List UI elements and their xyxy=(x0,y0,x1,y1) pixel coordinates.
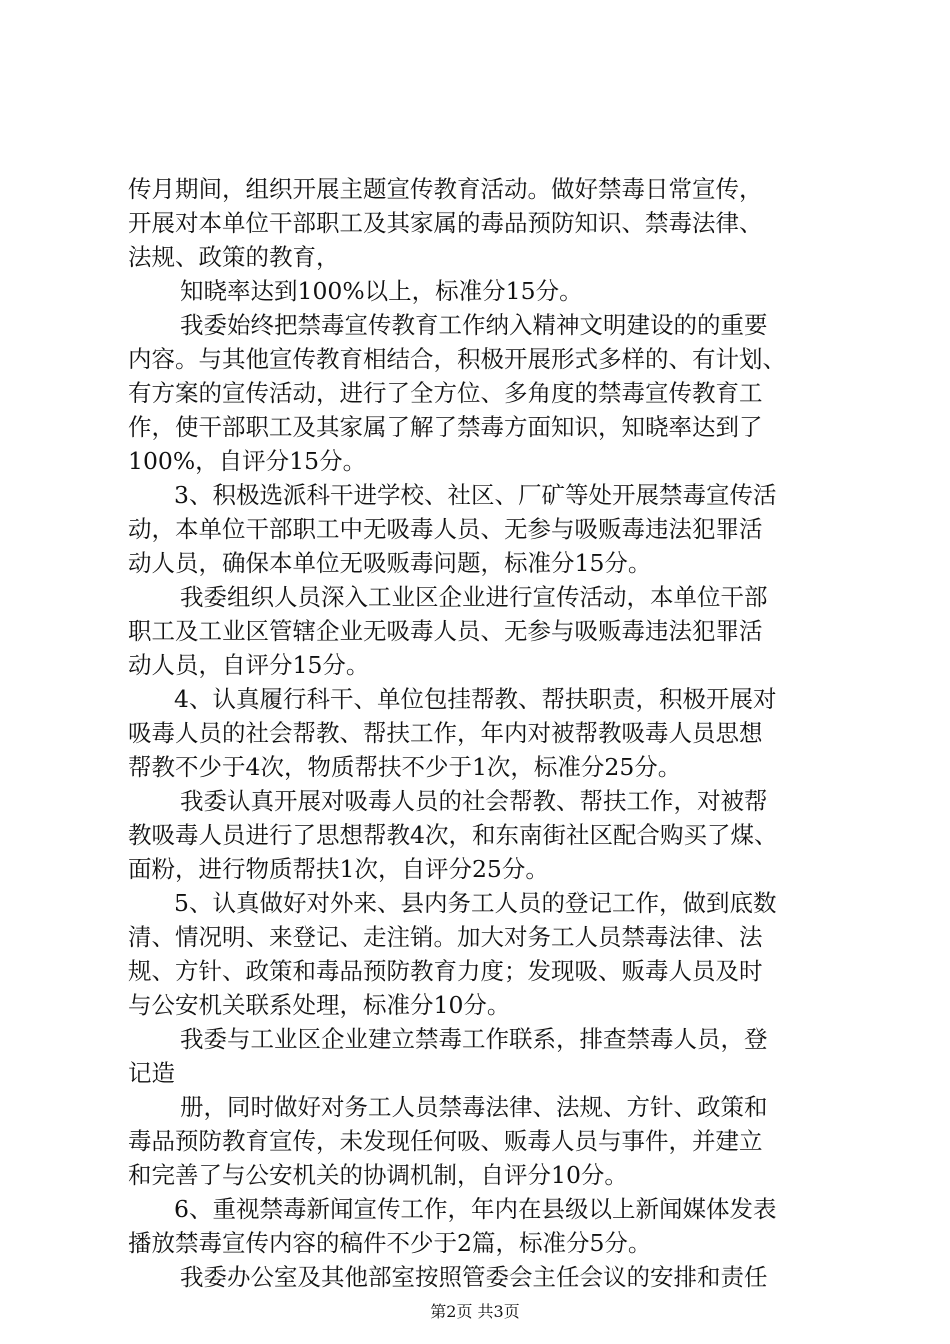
text-line: 记造 xyxy=(128,1059,175,1087)
text-line: 清、情况明、来登记、走注销。加大对务工人员禁毒法律、法 xyxy=(128,923,763,951)
text-line: 面粉，进行物质帮扶1次，自评分25分。 xyxy=(128,855,549,883)
text-line: 知晓率达到100%以上，标准分15分。 xyxy=(180,277,583,305)
text-line: 有方案的宣传活动，进行了全方位、多角度的禁毒宣传教育工 xyxy=(128,379,763,407)
text-line: 作，使干部职工及其家属了解了禁毒方面知识，知晓率达到了 xyxy=(128,413,763,441)
page-number: 第2页 共3页 xyxy=(430,1302,520,1321)
text-line: 动，本单位干部职工中无吸毒人员、无参与吸贩毒违法犯罪活 xyxy=(128,515,763,543)
text-line: 动人员，自评分15分。 xyxy=(128,651,370,679)
text-line: 动人员，确保本单位无吸贩毒问题，标准分15分。 xyxy=(128,549,652,577)
text-line: 毒品预防教育宣传，未发现任何吸、贩毒人员与事件，并建立 xyxy=(128,1127,763,1155)
text-line: 规、方针、政策和毒品预防教育力度；发现吸、贩毒人员及时 xyxy=(128,957,763,985)
text-line: 我委组织人员深入工业区企业进行宣传活动，本单位干部 xyxy=(180,583,768,611)
text-line: 与公安机关联系处理，标准分10分。 xyxy=(128,991,511,1019)
text-line: 吸毒人员的社会帮教、帮扶工作，年内对被帮教吸毒人员思想 xyxy=(128,719,763,747)
text-line: 100%，自评分15分。 xyxy=(128,447,367,475)
text-line: 帮教不少于4次，物质帮扶不少于1次，标准分25分。 xyxy=(128,753,682,781)
text-line: 职工及工业区管辖企业无吸毒人员、无参与吸贩毒违法犯罪活 xyxy=(128,617,763,645)
text-line: 教吸毒人员进行了思想帮教4次，和东南街社区配合购买了煤、 xyxy=(128,821,778,849)
text-line: 我委认真开展对吸毒人员的社会帮教、帮扶工作，对被帮 xyxy=(180,787,768,815)
text-line: 3、积极选派科干进学校、社区、厂矿等处开展禁毒宣传活 xyxy=(174,481,777,509)
text-line: 和完善了与公安机关的协调机制，自评分10分。 xyxy=(128,1161,628,1189)
text-line: 我委办公室及其他部室按照管委会主任会议的安排和责任 xyxy=(180,1263,768,1291)
text-line: 开展对本单位干部职工及其家属的毒品预防知识、禁毒法律、 xyxy=(128,209,763,237)
text-line: 播放禁毒宣传内容的稿件不少于2篇，标准分5分。 xyxy=(128,1229,652,1257)
text-line: 我委与工业区企业建立禁毒工作联系，排查禁毒人员，登 xyxy=(180,1025,768,1053)
text-line: 内容。与其他宣传教育相结合，积极开展形式多样的、有计划、 xyxy=(128,345,786,373)
text-line: 6、重视禁毒新闻宣传工作，年内在县级以上新闻媒体发表 xyxy=(174,1195,777,1223)
text-line: 我委始终把禁毒宣传教育工作纳入精神文明建设的的重要 xyxy=(180,311,768,339)
text-line: 5、认真做好对外来、县内务工人员的登记工作，做到底数 xyxy=(174,889,777,917)
text-line: 法规、政策的教育， xyxy=(128,243,340,271)
text-line: 册，同时做好对务工人员禁毒法律、法规、方针、政策和 xyxy=(180,1093,768,1121)
text-line: 4、认真履行科干、单位包挂帮教、帮扶职责，积极开展对 xyxy=(174,685,777,713)
text-line: 传月期间，组织开展主题宣传教育活动。做好禁毒日常宣传， xyxy=(128,175,763,203)
